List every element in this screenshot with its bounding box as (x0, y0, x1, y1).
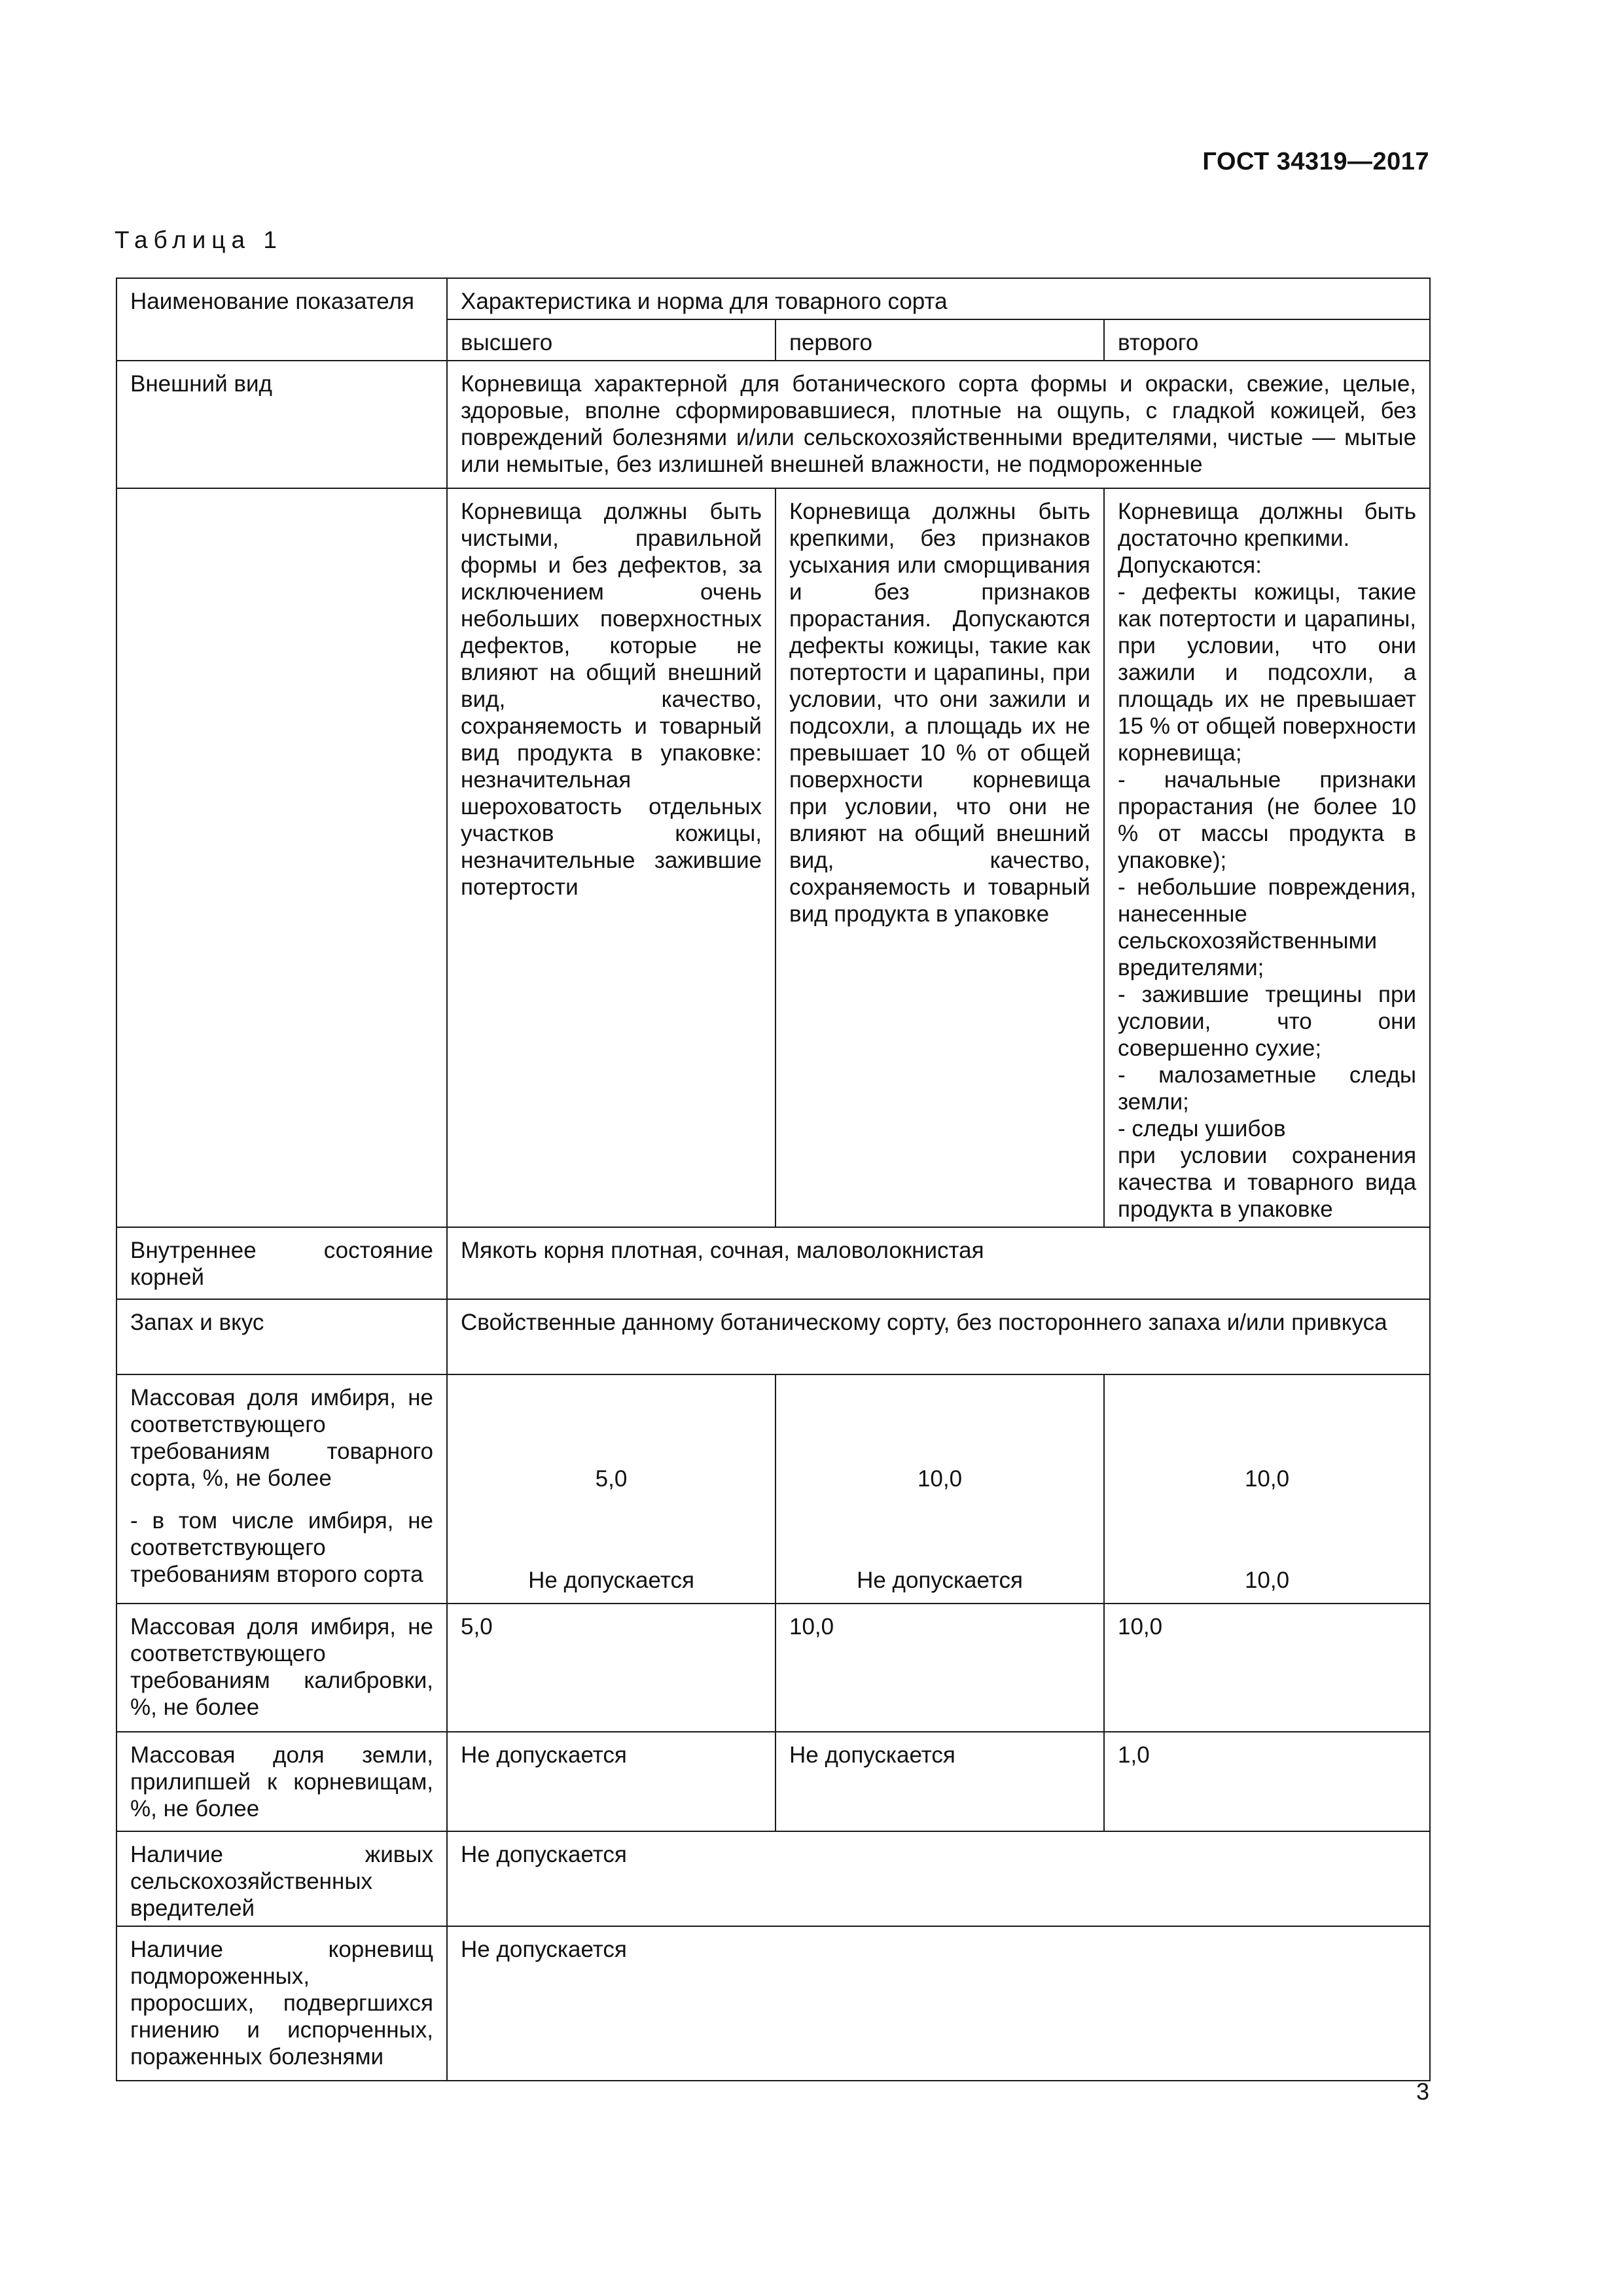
appearance-second-line: - малозаметные следы земли; (1118, 1062, 1417, 1115)
smell-label: Запах и вкус (116, 1299, 447, 1374)
mass-grade-highest-cell (447, 1374, 776, 1604)
appearance-second-line: - небольшие повреждения, нанесенные сельскохозяйственными вредителями; (1118, 874, 1417, 980)
mass-grade-first-value: 10,0 (917, 1466, 963, 1492)
mass-grade-sublabel: - в том числе имбиря, не соответствующего требованиям второго сорта (130, 1508, 433, 1587)
table-header-row (116, 278, 1430, 319)
appearance-second (1104, 488, 1430, 1227)
mass-calibration-highest: 5,0 (447, 1604, 776, 1732)
appearance-second-line: - следы ушибов (1118, 1116, 1286, 1141)
row-damaged (116, 1926, 1430, 2081)
label-gap (130, 1492, 433, 1507)
appearance-second-line: Допускаются: (1118, 552, 1262, 578)
pests-value: Не допускается (447, 1831, 1430, 1926)
row-internal (116, 1227, 1430, 1299)
appearance-grades-label-empty (116, 488, 447, 1227)
mass-grade-first-cell (776, 1374, 1104, 1604)
mass-grade-highest-sub-value: Не допускается (528, 1568, 694, 1593)
appearance-highest: Корневища должны быть чистыми, правильной формы и без дефектов, за исключением очень небольших поверхностных дефектов, которые не влияют на общий внешний вид, качество, сохраняемость и товарный вид продукта в упаковке: незначительная шероховатость отдельных участков кожицы, незначительные зажившие потертости (447, 488, 776, 1227)
row-mass-grade (116, 1374, 1430, 1604)
appearance-second-line: - начальные признаки прорастания (не более 10 % от массы продукта в упаковке); (1118, 767, 1417, 873)
appearance-second-line: - дефекты кожицы, такие как потертости и царапины, при условии, что они зажили и подсохли, а площадь их не превышает 15 % от общей поверхности корневища; (1118, 579, 1417, 766)
appearance-common: Корневища характерной для ботанического сорта формы и окраски, свежие, целые, здоровые, вполне сформировавшиеся, плотные на ощупь, с гладкой кожицей, без повреждений болезнями и/или сельскохозяйственными вредителями, чистые — мытые или немытые, без излишней внешней влажности, не подмороженные (447, 361, 1430, 488)
mass-soil-label: Массовая доля земли, прилипшей к корневищам, %, не более (116, 1732, 447, 1831)
internal-value: Мякоть корня плотная, сочная, маловолокнистая (447, 1227, 1430, 1299)
pests-label: Наличие живых сельскохозяйственных вредителей (116, 1831, 447, 1926)
smell-value: Свойственные данному ботаническому сорту, без постороннего запаха и/или привкуса (447, 1299, 1430, 1374)
mass-grade-first-sub-value: Не допускается (857, 1568, 1023, 1593)
mass-soil-highest: Не допускается (447, 1732, 776, 1831)
mass-grade-second-cell (1104, 1374, 1430, 1604)
internal-label: Внутреннее состояние корней (116, 1227, 447, 1299)
damaged-label: Наличие корневищ подмороженных, проросших, подвергшихся гниению и испорченных, пораженных болезнями (116, 1926, 447, 2081)
row-pests (116, 1831, 1430, 1926)
row-appearance (116, 361, 1430, 488)
mass-soil-first: Не допускается (776, 1732, 1104, 1831)
header-grade-first: первого (776, 319, 1104, 361)
document-code: ГОСТ 34319—2017 (1202, 148, 1429, 175)
requirements-table (116, 278, 1431, 2081)
appearance-second-line: при условии сохранения качества и товарного вида продукта в упаковке (1118, 1143, 1417, 1222)
mass-soil-second: 1,0 (1104, 1732, 1430, 1831)
mass-calibration-label: Массовая доля имбиря, не соответствующего требованиям калибровки, %, не более (116, 1604, 447, 1732)
mass-grade-second-value: 10,0 (1244, 1466, 1290, 1492)
header-grade-group: Характеристика и норма для товарного сорта (447, 278, 1430, 319)
row-mass-soil (116, 1732, 1430, 1831)
appearance-second-line: Корневища должны быть достаточно крепкими. (1118, 499, 1417, 551)
mass-grade-label-cell (116, 1374, 447, 1604)
header-grade-second: второго (1104, 319, 1430, 361)
header-indicator-name: Наименование показателя (116, 278, 447, 361)
appearance-first: Корневища должны быть крепкими, без признаков усыхания или сморщивания и без признаков прорастания. Допускаются дефекты кожицы, такие как потертости и царапины, при условии, что они зажили и подсохли, а площадь их не превышает 10 % от общей поверхности корневища при условии, что они не влияют на общий внешний вид, качество, сохраняемость и товарный вид продукта в упаковке (776, 488, 1104, 1227)
header-grade-highest: высшего (447, 319, 776, 361)
mass-calibration-first: 10,0 (776, 1604, 1104, 1732)
damaged-value: Не допускается (447, 1926, 1430, 2081)
row-appearance-grades (116, 488, 1430, 1227)
table-caption: Таблица 1 (115, 226, 283, 253)
row-smell (116, 1299, 1430, 1374)
page-number: 3 (1416, 2078, 1429, 2105)
mass-calibration-second: 10,0 (1104, 1604, 1430, 1732)
mass-grade-second-sub-value: 10,0 (1244, 1568, 1290, 1593)
mass-grade-label: Массовая доля имбиря, не соответствующего требованиям товарного сорта, %, не более (130, 1385, 433, 1491)
mass-grade-highest-value: 5,0 (595, 1466, 628, 1492)
appearance-label: Внешний вид (116, 361, 447, 488)
appearance-second-line: - зажившие трещины при условии, что они совершенно сухие; (1118, 982, 1417, 1061)
row-mass-calibration (116, 1604, 1430, 1732)
